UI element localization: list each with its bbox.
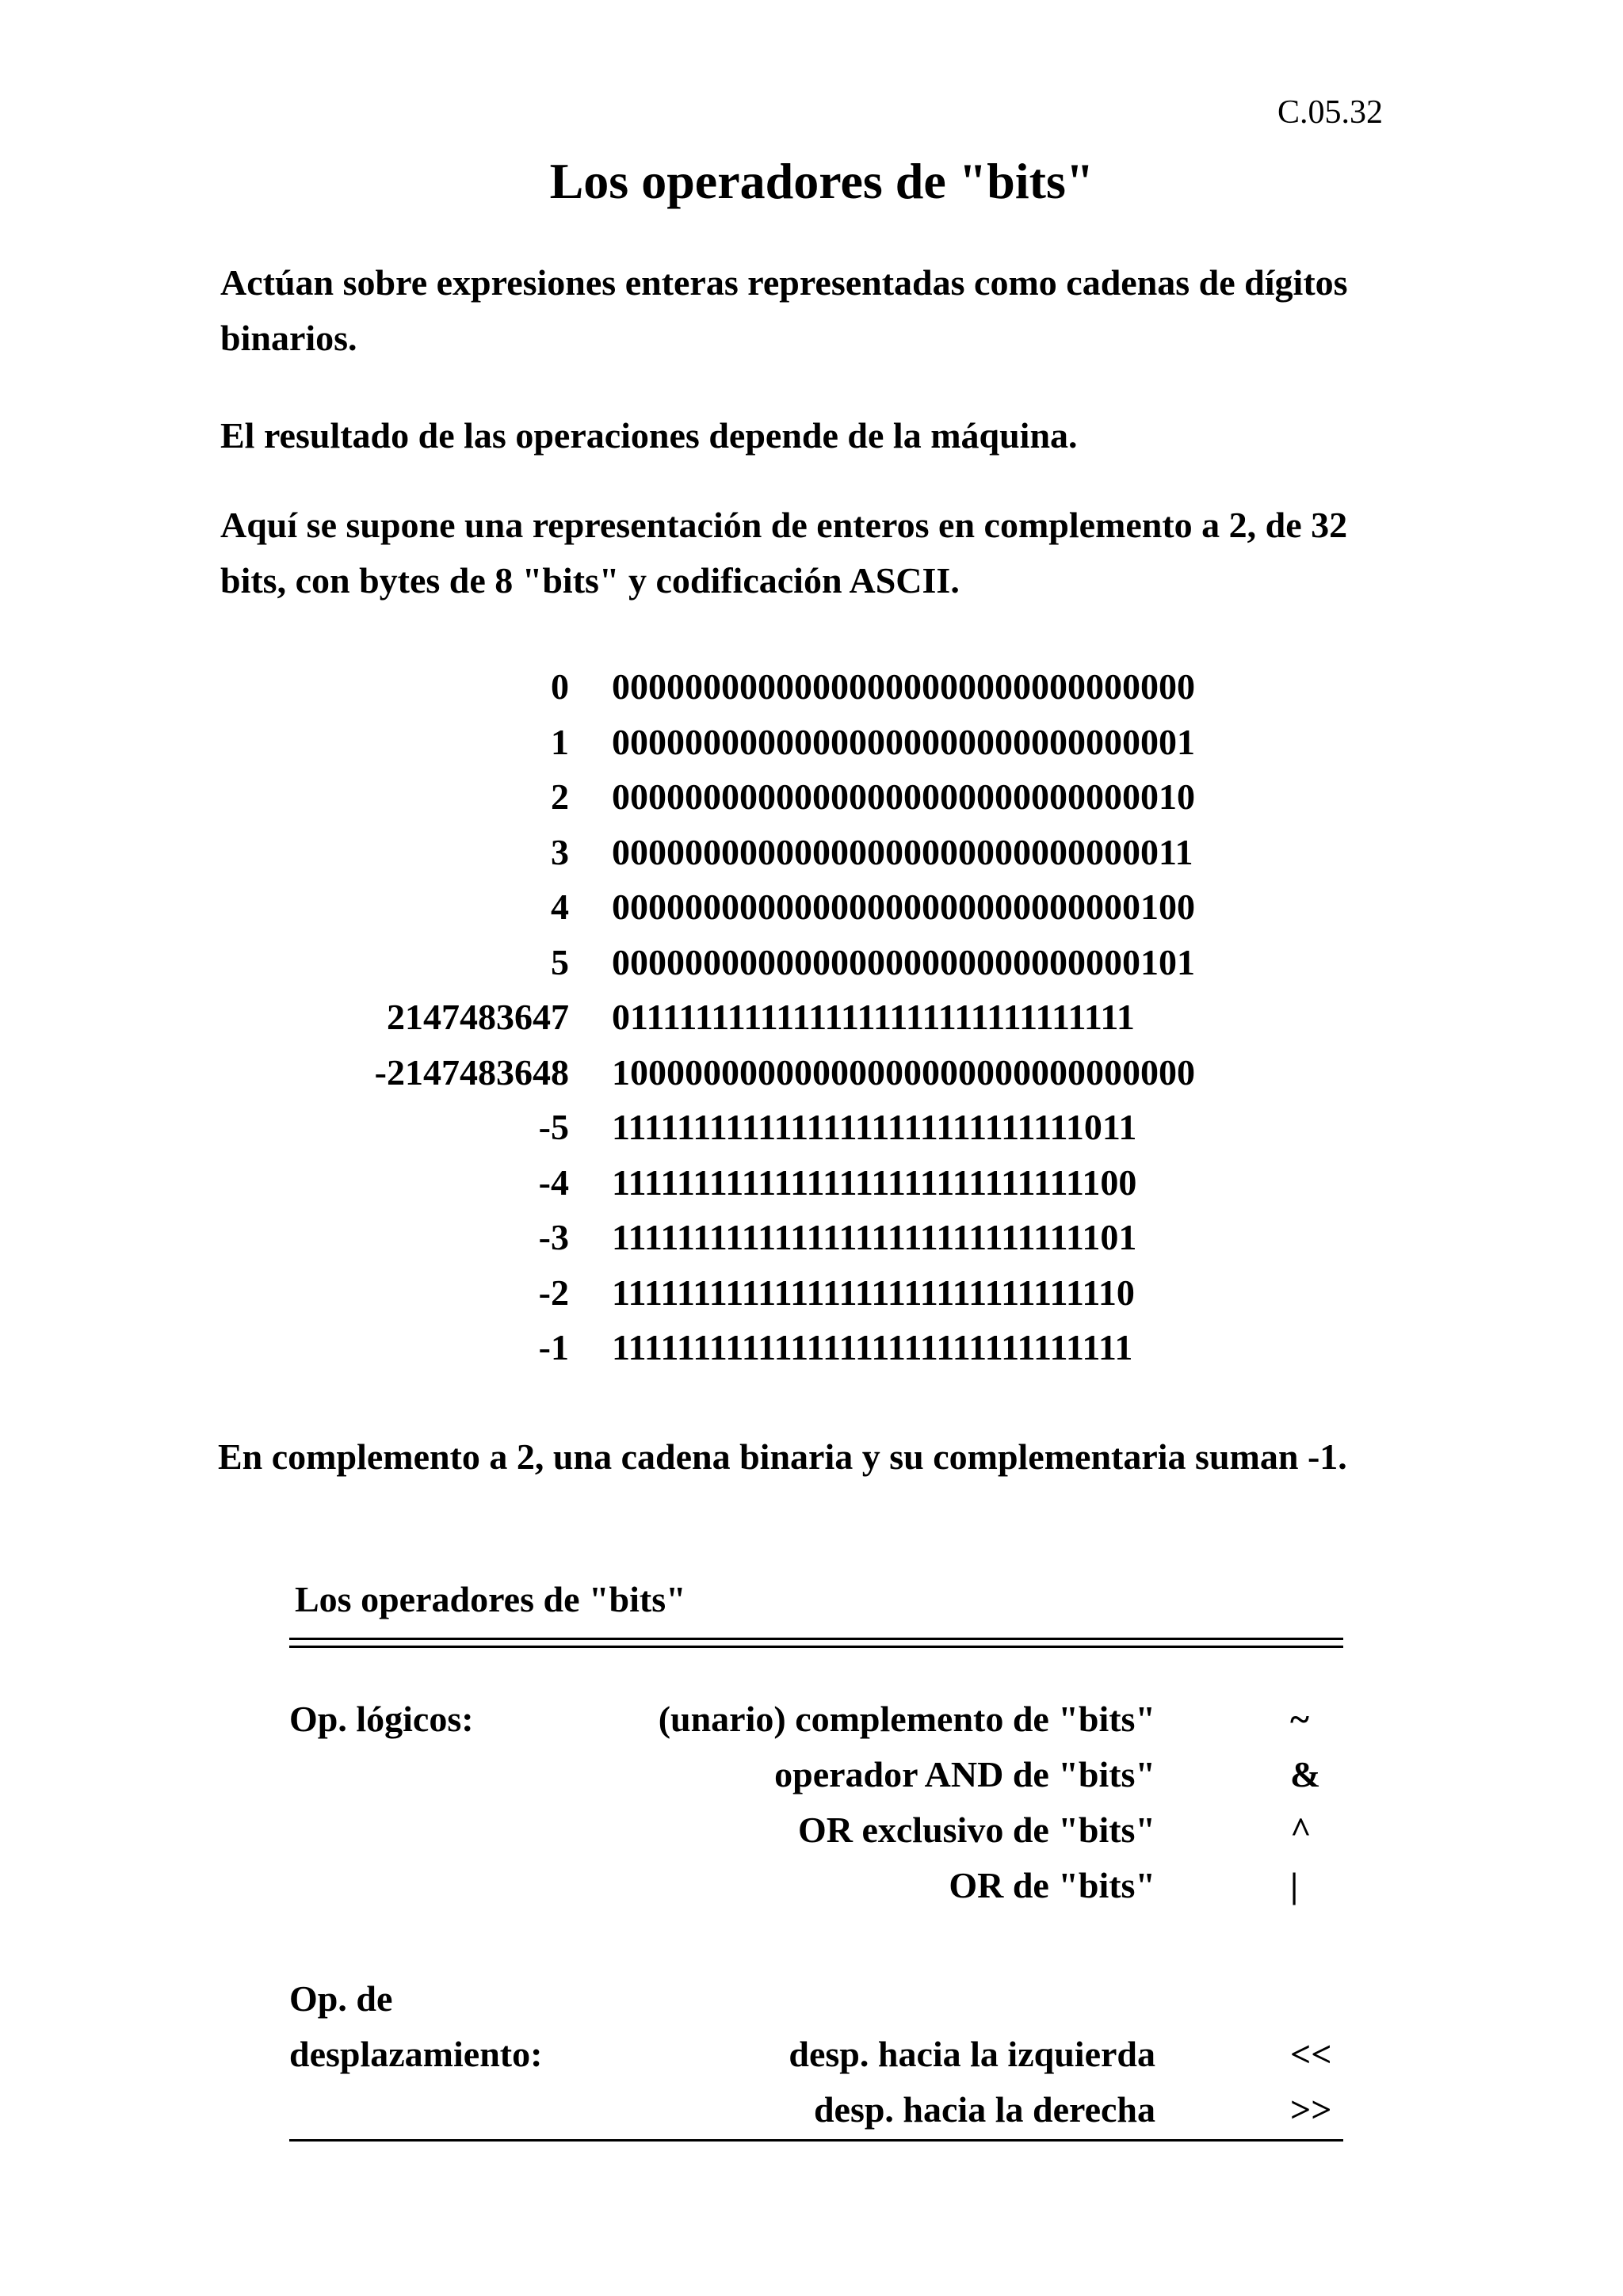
binary-binary: 00000000000000000000000000000010 — [612, 776, 1195, 817]
logical-ops-label: Op. lógicos: — [289, 1699, 474, 1739]
binary-row — [0, 935, 1623, 990]
logical-op-row — [0, 1747, 1623, 1802]
binary-decimal: -1 — [538, 1327, 569, 1367]
binary-binary: 11111111111111111111111111111110 — [612, 1272, 1135, 1313]
page-title: Los operadores de "bits" — [549, 153, 1094, 209]
binary-binary: 10000000000000000000000000000000 — [612, 1051, 1195, 1093]
binary-row — [0, 990, 1623, 1045]
shift-op-row — [0, 2027, 1623, 2082]
operators-table-caption: Los operadores de "bits" — [295, 1579, 686, 1619]
table-top-rule-double — [289, 1646, 1343, 1648]
binary-binary: 11111111111111111111111111111111 — [612, 1327, 1133, 1367]
binary-binary: 00000000000000000000000000000011 — [612, 831, 1193, 872]
binary-decimal: 4 — [551, 887, 569, 927]
binary-binary: 11111111111111111111111111111011 — [612, 1107, 1137, 1147]
binary-decimal: 2147483647 — [387, 997, 569, 1037]
binary-decimal: -2 — [538, 1272, 569, 1313]
shift-ops-label-1: Op. de — [289, 1978, 393, 2019]
binary-row — [0, 825, 1623, 880]
paragraph-intro: Actúan sobre expresiones enteras representadas como cadenas de dígitos binarios. — [220, 262, 1348, 358]
shift-op-description: desp. hacia la izquierda — [789, 2034, 1155, 2074]
logical-op-description: OR exclusivo de "bits" — [797, 1810, 1155, 1850]
binary-row — [0, 715, 1623, 770]
paragraph-machine: El resultado de las operaciones depende de la máquina. — [220, 415, 1078, 456]
binary-decimal: 3 — [551, 831, 569, 872]
binary-row — [0, 1210, 1623, 1265]
shift-op-symbol: << — [1290, 2034, 1332, 2074]
binary-row — [0, 1265, 1623, 1321]
table-bottom-rule — [289, 2139, 1343, 2142]
binary-decimal: -2147483648 — [374, 1051, 569, 1093]
binary-row — [0, 1100, 1623, 1155]
binary-row — [0, 769, 1623, 825]
binary-row — [0, 1155, 1623, 1211]
shift-op-row — [0, 2082, 1623, 2138]
binary-decimal: -5 — [538, 1107, 569, 1147]
logical-op-row — [0, 1858, 1623, 1913]
logical-op-description: OR de "bits" — [949, 1865, 1155, 1905]
shift-ops-label-2: desplazamiento: — [289, 2034, 543, 2074]
binary-binary: 01111111111111111111111111111111 — [612, 997, 1135, 1037]
shift-op-symbol: >> — [1290, 2089, 1332, 2130]
page-code: C.05.32 — [1277, 94, 1383, 131]
paragraph-representation: Aquí se supone una representación de enteros en complemento a 2, de 32 bits, con bytes de 8 "bits" y codificación ASCII. — [220, 505, 1348, 601]
shift-op-description: desp. hacia la derecha — [813, 2089, 1155, 2130]
binary-decimal: -3 — [538, 1217, 569, 1257]
logical-op-row — [0, 1691, 1623, 1747]
logical-op-symbol: ^ — [1290, 1810, 1312, 1850]
binary-binary: 00000000000000000000000000000101 — [612, 941, 1195, 982]
binary-binary: 11111111111111111111111111111101 — [612, 1217, 1137, 1257]
binary-decimal: 2 — [551, 776, 569, 817]
table-top-rule — [289, 1638, 1343, 1640]
binary-decimal: 5 — [551, 941, 569, 982]
binary-row — [0, 659, 1623, 715]
logical-op-symbol: | — [1290, 1865, 1299, 1905]
binary-row — [0, 1045, 1623, 1100]
logical-op-symbol: & — [1290, 1754, 1321, 1794]
logical-op-description: operador AND de "bits" — [774, 1754, 1155, 1794]
logical-op-description: (unario) complemento de "bits" — [658, 1699, 1155, 1739]
binary-decimal: -4 — [538, 1161, 569, 1203]
binary-row — [0, 1320, 1623, 1375]
binary-decimal: 0 — [551, 666, 569, 707]
paragraph-complement: En complemento a 2, una cadena binaria y su complementaria suman -1. — [218, 1436, 1347, 1477]
binary-binary: 00000000000000000000000000000000 — [612, 666, 1195, 707]
logical-op-symbol: ~ — [1290, 1699, 1309, 1739]
logical-op-row — [0, 1802, 1623, 1858]
binary-decimal: 1 — [551, 721, 569, 762]
binary-binary: 00000000000000000000000000000001 — [612, 721, 1195, 762]
binary-binary: 00000000000000000000000000000100 — [612, 887, 1195, 927]
binary-binary: 11111111111111111111111111111100 — [612, 1161, 1137, 1203]
binary-row — [0, 879, 1623, 935]
